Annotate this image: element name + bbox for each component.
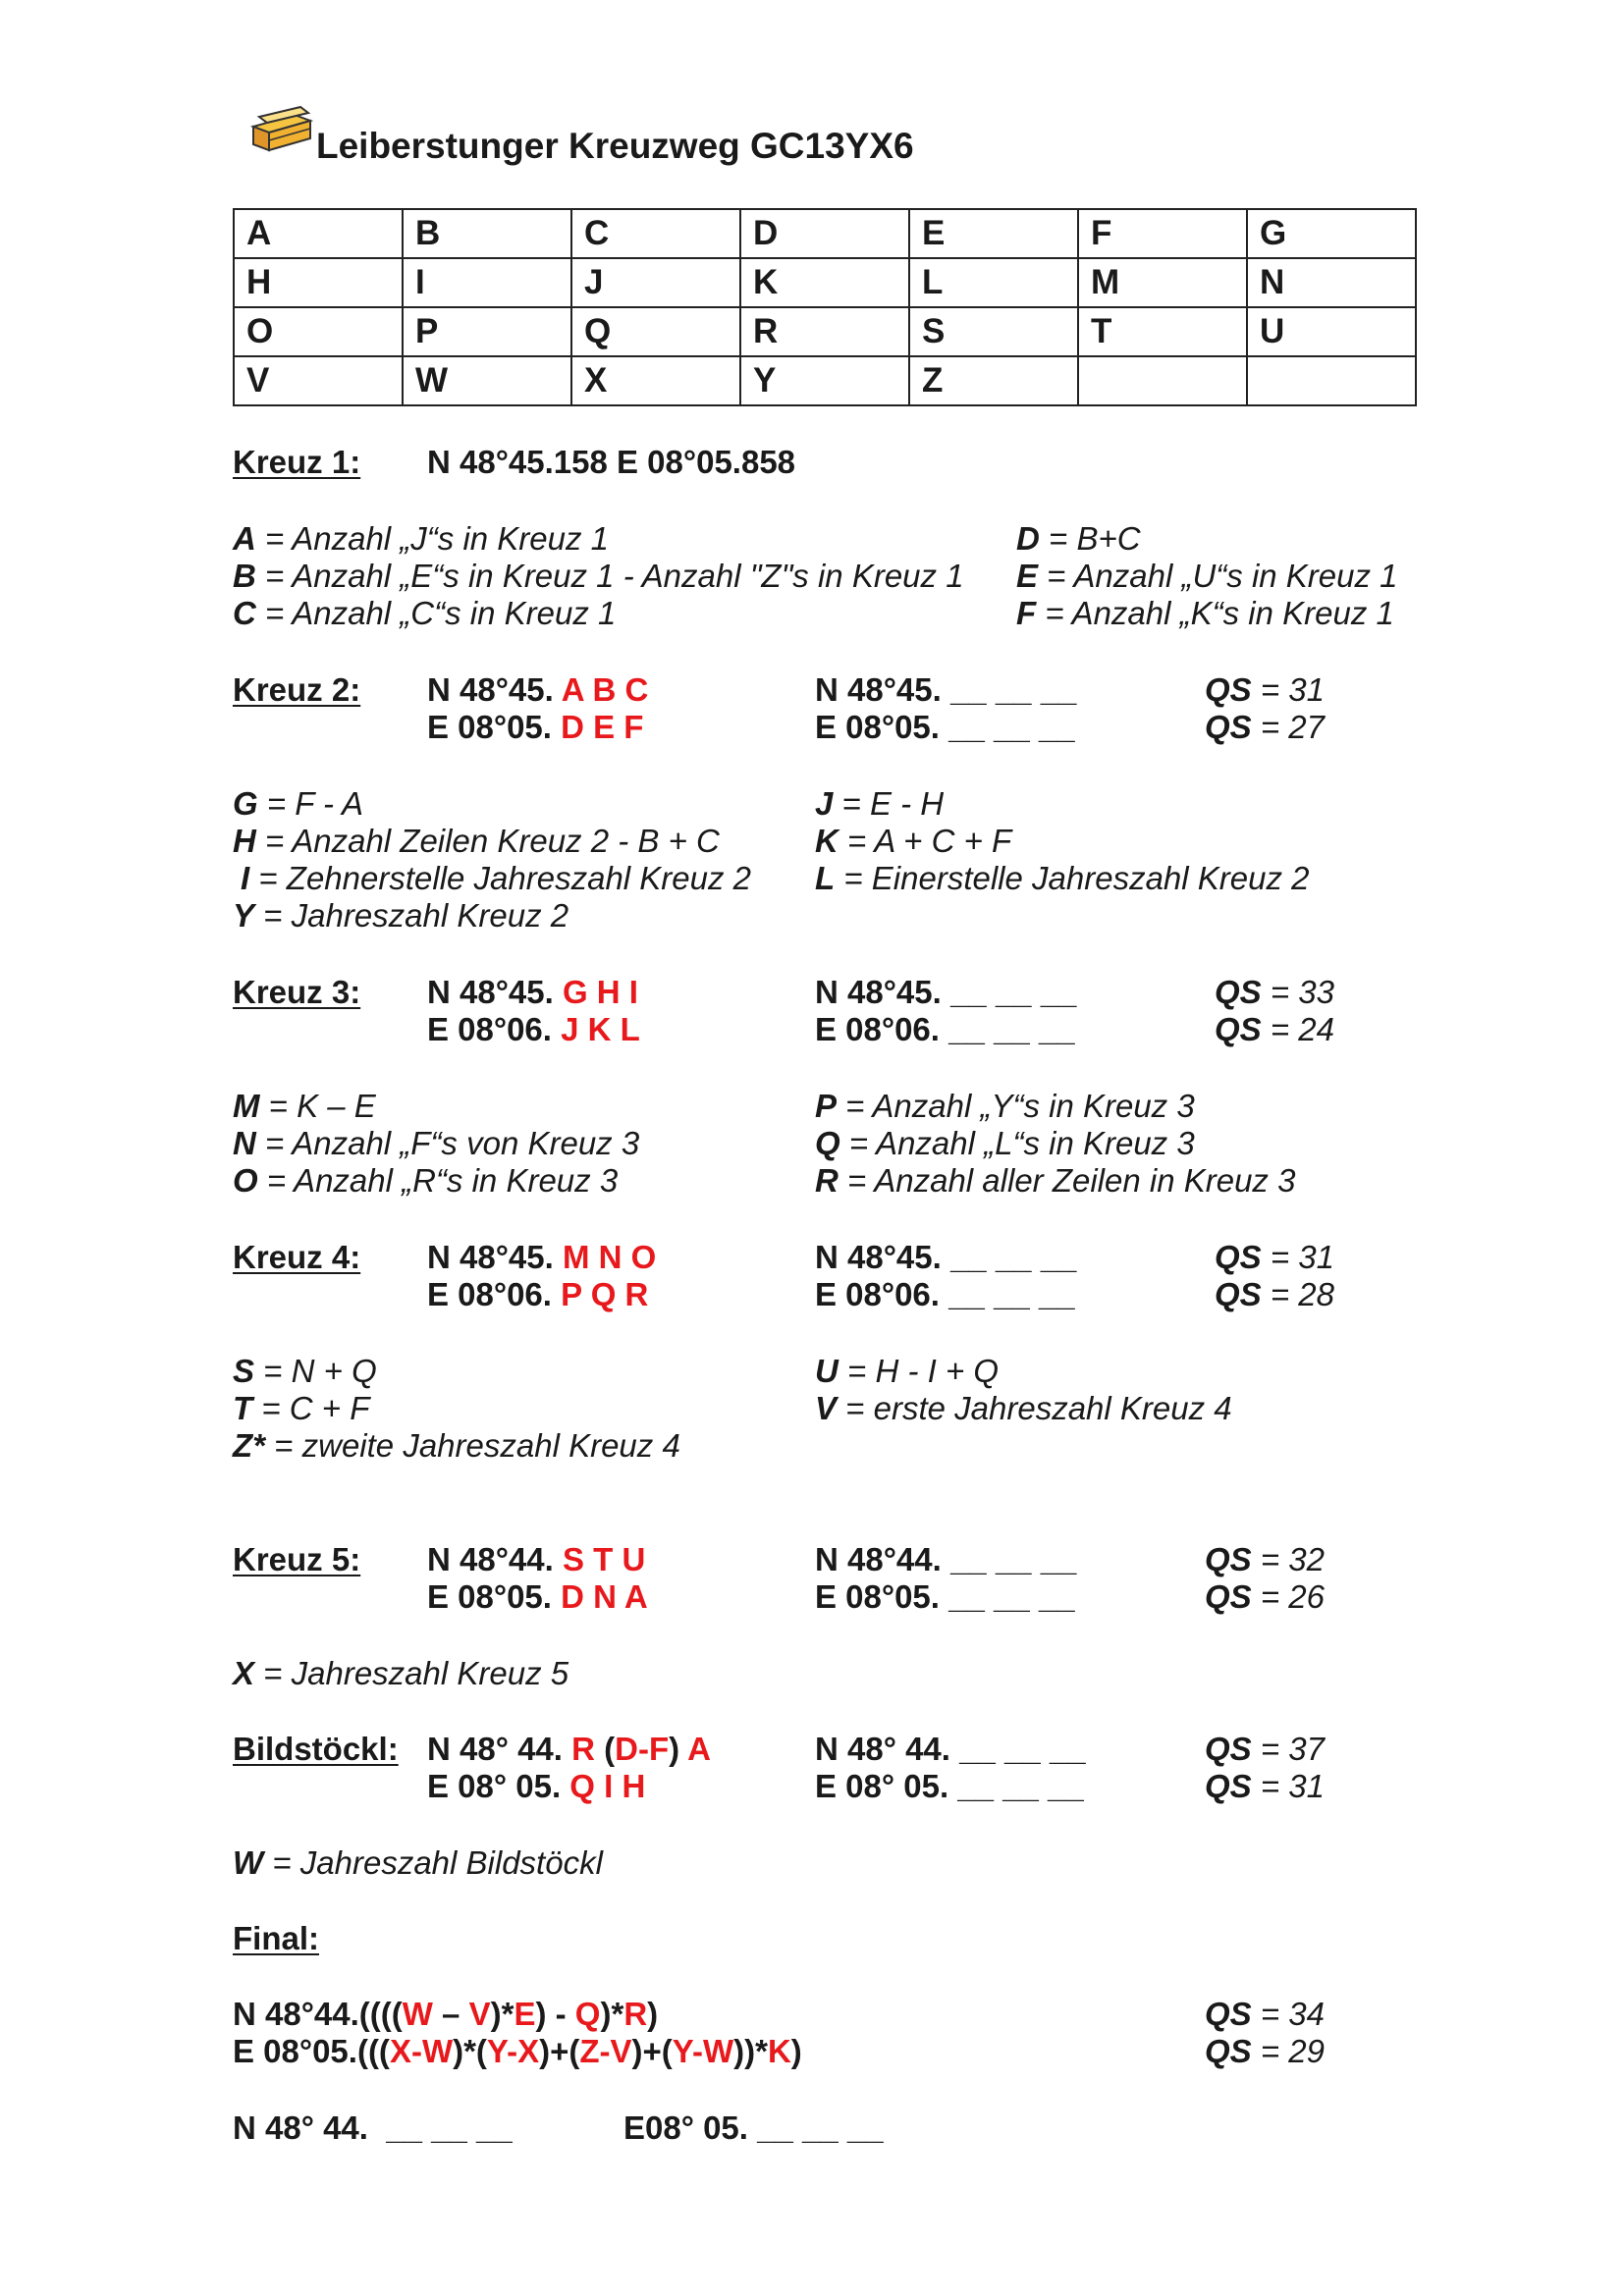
formula-variable: K [767,2033,791,2069]
page-title: Leiberstunger Kreuzweg GC13YX6 [316,126,914,166]
formula-variable: W [402,1996,433,2032]
kreuz2-label: Kreuz 2: [233,671,361,708]
grid-cell: J [571,258,740,307]
grid-cell: V [234,356,403,405]
grid-cell: Y [740,356,909,405]
grid-cell: X [571,356,740,405]
kreuz3-label: Kreuz 3: [233,974,361,1010]
treasure-box-icon [247,105,314,156]
rule-C: C = Anzahl „C“s in Kreuz 1 [233,595,617,631]
formula-text: E 08°05.((( [233,2033,390,2069]
kreuz5-e-formula: E 08°05. D N A [427,1578,648,1615]
grid-cell: E [909,209,1078,258]
grid-cell: A [234,209,403,258]
grid-cell: L [909,258,1078,307]
rule-K: K = A + C + F [815,823,1012,859]
rule-D: D = B+C [1016,520,1141,557]
rule-I: I = Zehnerstelle Jahreszahl Kreuz 2 [241,860,752,896]
grid-cell: C [571,209,740,258]
kreuz5-qs-n: QS = 32 [1205,1541,1326,1577]
rule-W: W = Jahreszahl Bildstöckl [233,1844,603,1881]
rule-R: R = Anzahl aller Zeilen in Kreuz 3 [815,1162,1296,1199]
grid-cell: N [1247,258,1416,307]
kreuz4-e-formula: E 08°06. P Q R [427,1276,649,1312]
final-qs-e: QS = 29 [1205,2033,1326,2069]
kreuz3-n-blank: N 48°45. __ __ __ [815,974,1077,1010]
formula-variable: Z-V [579,2033,632,2069]
kreuz1-coords: N 48°45.158 E 08°05.858 [427,444,796,480]
formula-text: ) [647,1996,659,2032]
bildstoeckl-qs-e: QS = 31 [1205,1768,1326,1804]
bildstoeckl-e-formula: E 08° 05. Q I H [427,1768,646,1804]
final-n-blank: N 48° 44. __ __ __ [233,2109,513,2146]
grid-cell: M [1078,258,1247,307]
grid-row [234,307,1416,356]
grid-cell [1247,356,1416,405]
grid-row [234,258,1416,307]
rule-V: V = erste Jahreszahl Kreuz 4 [815,1390,1232,1426]
rule-E: E = Anzahl „U“s in Kreuz 1 [1016,558,1398,594]
rule-X: X = Jahreszahl Kreuz 5 [233,1655,569,1691]
grid-cell: W [403,356,571,405]
kreuz5-e-blank: E 08°05. __ __ __ [815,1578,1075,1615]
bildstoeckl-qs-n: QS = 37 [1205,1731,1326,1767]
grid-cell: G [1247,209,1416,258]
rule-F: F = Anzahl „K“s in Kreuz 1 [1016,595,1394,631]
grid-cell: P [403,307,571,356]
kreuz2-qs-e: QS = 27 [1205,709,1326,745]
grid-cell: R [740,307,909,356]
grid-cell: U [1247,307,1416,356]
grid-cell [1078,356,1247,405]
formula-variable: R [623,1996,648,2032]
kreuz3-qs-e: QS = 24 [1215,1011,1335,1047]
rule-Z: Z* = zweite Jahreszahl Kreuz 4 [233,1427,680,1464]
grid-cell: S [909,307,1078,356]
rule-O: O = Anzahl „R“s in Kreuz 3 [233,1162,619,1199]
kreuz1-label: Kreuz 1: [233,444,361,480]
bildstoeckl-e-blank: E 08° 05. __ __ __ [815,1768,1084,1804]
rule-N: N = Anzahl „F“s von Kreuz 3 [233,1125,640,1161]
kreuz4-n-blank: N 48°45. __ __ __ [815,1239,1077,1275]
kreuz5-qs-e: QS = 26 [1205,1578,1326,1615]
kreuz3-e-formula: E 08°06. J K L [427,1011,640,1047]
grid-row [234,209,1416,258]
rule-M: M = K – E [233,1088,376,1124]
formula-variable: V [468,1996,491,2032]
final-e-blank: E08° 05. __ __ __ [623,2109,884,2146]
kreuz2-qs-n: QS = 31 [1205,671,1326,708]
formula-variable: E [514,1996,536,2032]
kreuz5-n-blank: N 48°44. __ __ __ [815,1541,1077,1577]
kreuz3-qs-n: QS = 33 [1215,974,1335,1010]
grid-cell: I [403,258,571,307]
grid-cell: K [740,258,909,307]
kreuz2-n-formula: N 48°45. A B C [427,671,649,708]
grid-cell: F [1078,209,1247,258]
kreuz4-qs-n: QS = 31 [1215,1239,1335,1275]
letter-grid [233,208,1417,406]
rule-L: L = Einerstelle Jahreszahl Kreuz 2 [815,860,1310,896]
rule-U: U = H - I + Q [815,1353,1000,1389]
grid-row [234,356,1416,405]
formula-text: ))* [733,2033,768,2069]
bildstoeckl-n-blank: N 48° 44. __ __ __ [815,1731,1086,1767]
kreuz2-n-blank: N 48°45. __ __ __ [815,671,1077,708]
kreuz2-e-formula: E 08°05. D E F [427,709,644,745]
final-n-formula [233,1996,658,2033]
kreuz3-n-formula: N 48°45. G H I [427,974,638,1010]
kreuz2-e-blank: E 08°05. __ __ __ [815,709,1075,745]
formula-text: )+( [539,2033,580,2069]
rule-Y: Y = Jahreszahl Kreuz 2 [233,897,569,934]
formula-text: )* [600,1996,624,2032]
rule-B: B = Anzahl „E“s in Kreuz 1 - Anzahl "Z"s in Kreuz 1 [233,558,964,594]
rule-A: A = Anzahl „J“s in Kreuz 1 [233,520,610,557]
kreuz5-n-formula: N 48°44. S T U [427,1541,646,1577]
final-qs-n: QS = 34 [1205,1996,1326,2032]
grid-cell: T [1078,307,1247,356]
kreuz4-n-formula: N 48°45. M N O [427,1239,657,1275]
rule-T: T = C + F [233,1390,370,1426]
formula-variable: Y-X [486,2033,540,2069]
formula-text: – [432,1996,469,2032]
kreuz5-label: Kreuz 5: [233,1541,361,1577]
grid-cell: D [740,209,909,258]
rule-P: P = Anzahl „Y“s in Kreuz 3 [815,1088,1195,1124]
formula-text: N 48°44.(((( [233,1996,403,2032]
grid-cell: Q [571,307,740,356]
grid-cell: O [234,307,403,356]
rule-J: J = E - H [815,785,945,822]
kreuz4-e-blank: E 08°06. __ __ __ [815,1276,1075,1312]
final-e-formula [233,2033,802,2070]
formula-text: )* [490,1996,514,2032]
grid-cell: H [234,258,403,307]
formula-variable: Y-W [672,2033,734,2069]
grid-cell: Z [909,356,1078,405]
grid-cell: B [403,209,571,258]
bildstoeckl-label: Bildstöckl: [233,1731,399,1767]
final-label: Final: [233,1920,319,1956]
bildstoeckl-n-formula: N 48° 44. R (D-F) A [427,1731,711,1767]
rule-H: H = Anzahl Zeilen Kreuz 2 - B + C [233,823,720,859]
formula-text: ) [790,2033,802,2069]
rule-Q: Q = Anzahl „L“s in Kreuz 3 [815,1125,1195,1161]
formula-text: )+( [631,2033,673,2069]
kreuz4-qs-e: QS = 28 [1215,1276,1335,1312]
formula-variable: X-W [389,2033,454,2069]
kreuz3-e-blank: E 08°06. __ __ __ [815,1011,1075,1047]
formula-text: )*( [453,2033,487,2069]
kreuz4-label: Kreuz 4: [233,1239,361,1275]
formula-text: ) - [535,1996,575,2032]
rule-G: G = F - A [233,785,363,822]
rule-S: S = N + Q [233,1353,377,1389]
formula-variable: Q [574,1996,601,2032]
